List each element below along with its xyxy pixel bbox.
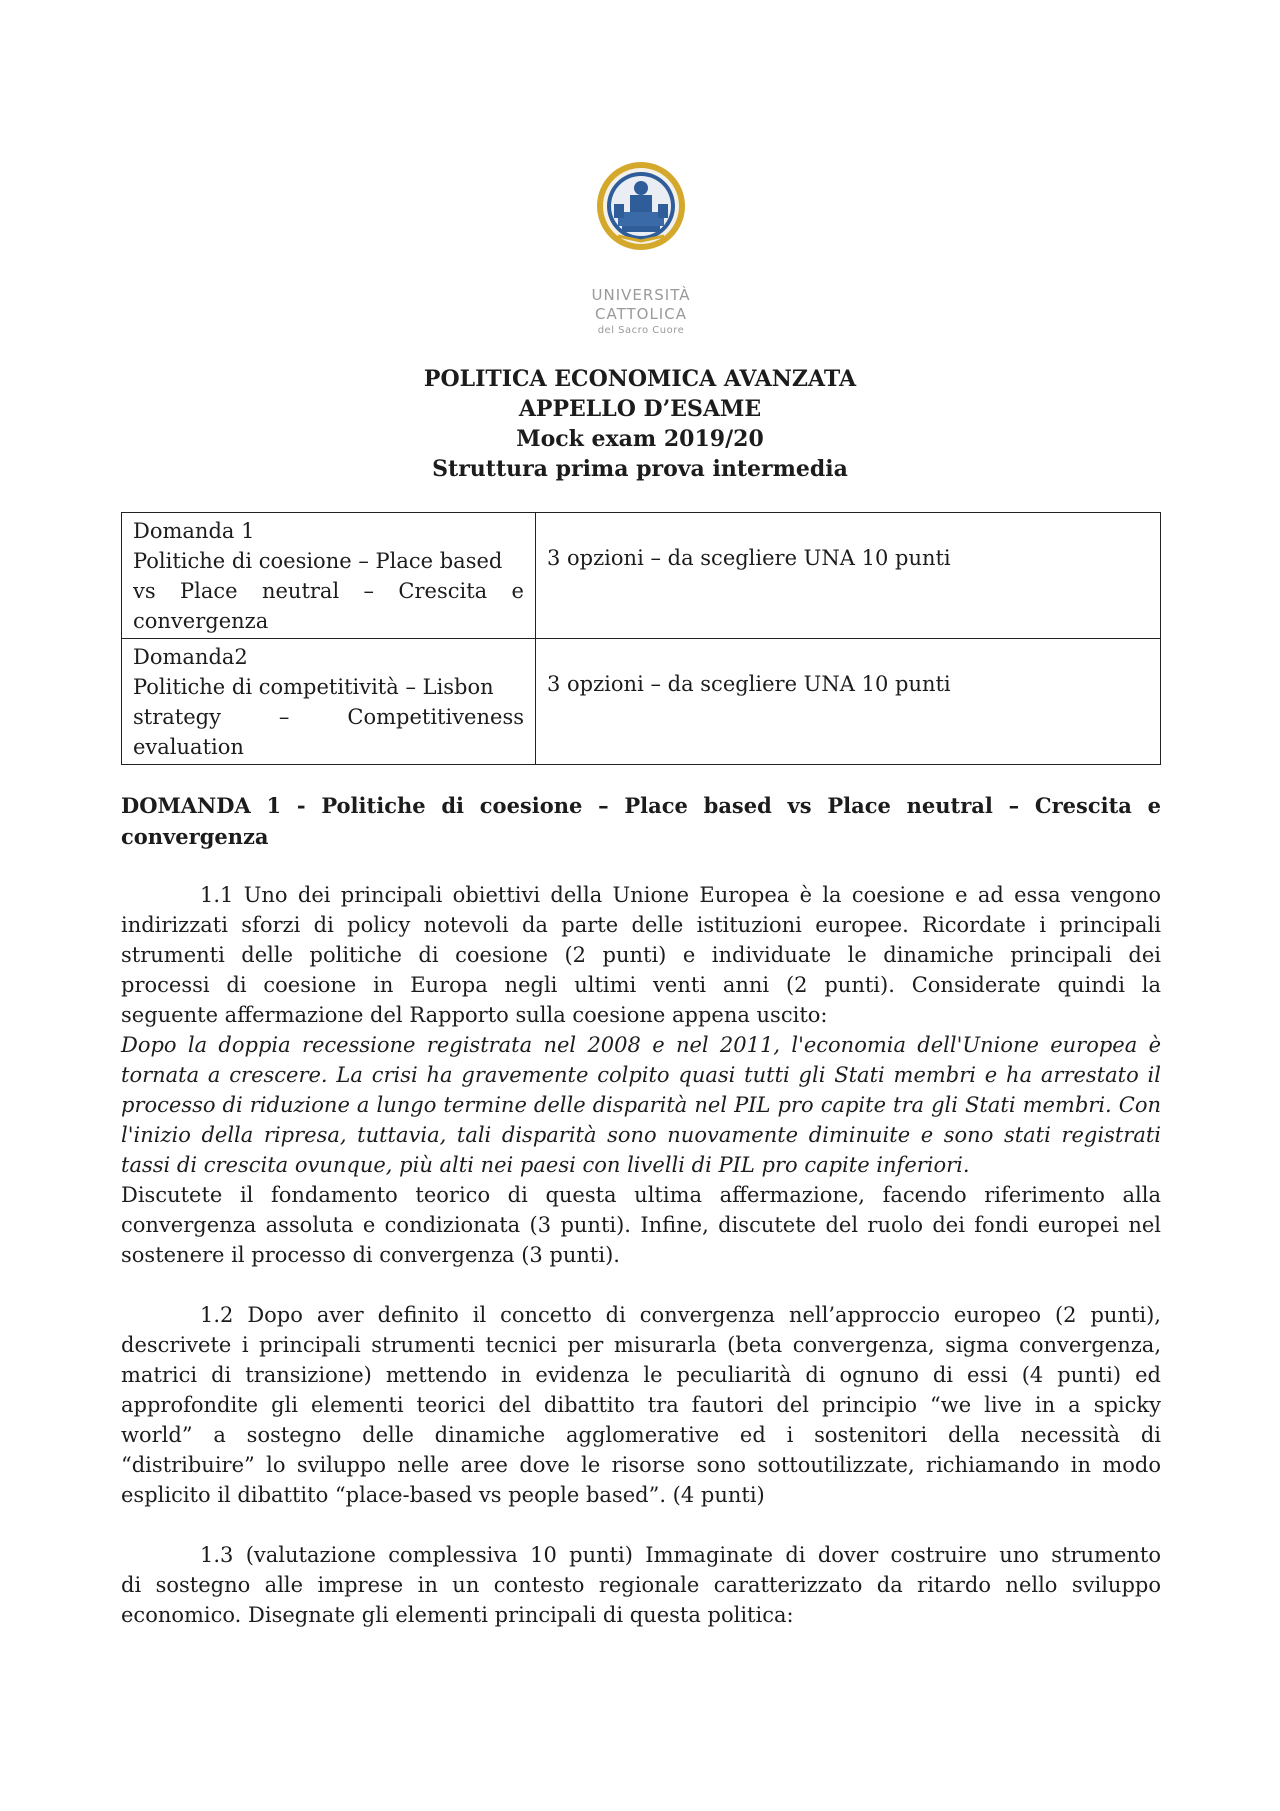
paragraph-line: indirizzati sforzi di policy notevoli da parte delle istituzioni europee. Ricordate i principali xyxy=(121,913,1161,937)
course-title: POLITICA ECONOMICA AVANZATA xyxy=(423,366,857,392)
quote-line: l'inizio della ripresa, tuttavia, tali disparità sono nuovamente diminuite e sono stati registrati xyxy=(121,1123,1161,1147)
question-label: Domanda2 xyxy=(133,645,248,669)
paragraph-line: matrici di transizione) mettendo in evidenza le peculiarità di ognuno di essi (4 punti) ed xyxy=(121,1363,1161,1387)
question1-title xyxy=(121,790,1161,852)
exam-subtitle: Struttura prima prova intermedia xyxy=(432,456,848,482)
paragraph-line: esplicito il dibattito “place-based vs people based”. (4 punti) xyxy=(121,1483,765,1507)
paragraph-line: strumenti delle politiche di coesione (2 punti) e individuate le dinamiche principali dei xyxy=(121,943,1161,967)
table-cell-options: 3 opzioni – da scegliere UNA 10 punti xyxy=(536,639,1161,765)
question-topic-line: Politiche di competitività – Lisbon xyxy=(133,675,494,699)
question1-title-line: DOMANDA 1 - Politiche di coesione – Place based vs Place neutral – Crescita e xyxy=(121,793,1161,818)
paragraph-line: world” a sostegno delle dinamiche agglomerative ed i sostenitori della necessità di xyxy=(121,1423,1161,1447)
question-topic-line: convergenza xyxy=(133,609,269,633)
quote-line: tassi di crescita ovunque, più alti nei paesi con livelli di PIL pro capite inferiori. xyxy=(121,1153,970,1177)
quote-line: processo di riduzione a lungo termine delle disparità nel PIL pro capite tra gli Stati membri. Con xyxy=(121,1093,1161,1117)
question-topic-line: Politiche di coesione – Place based xyxy=(133,549,503,573)
logo-text-line1: UNIVERSITÀ xyxy=(591,286,691,304)
table-cell-question xyxy=(122,639,536,765)
paragraph-line: 1.1 Uno dei principali obiettivi della Unione Europea è la coesione e ad essa vengono xyxy=(200,883,1161,907)
exam-title: APPELLO D’ESAME xyxy=(518,396,762,422)
question-topic-line: strategy – Competitiveness xyxy=(133,705,524,729)
question-1-1 xyxy=(121,880,1161,1270)
paragraph-line: di sostegno alle imprese in un contesto regionale caratterizzato da ritardo nello sviluppo xyxy=(121,1573,1161,1597)
table-cell-question xyxy=(122,513,536,639)
question-1-2 xyxy=(121,1300,1161,1510)
paragraph-line: economico. Disegnate gli elementi principali di questa politica: xyxy=(121,1603,794,1627)
exam-year: Mock exam 2019/20 xyxy=(516,426,764,452)
quote-line: tornata a crescere. La crisi ha gravemente colpito quasi tutti gli Stati membri e ha arrestato il xyxy=(121,1063,1161,1087)
paragraph-line: seguente affermazione del Rapporto sulla coesione appena uscito: xyxy=(121,1003,828,1027)
logo-text-line2: CATTOLICA xyxy=(595,305,687,323)
question-label: Domanda 1 xyxy=(133,519,255,543)
university-seal-icon xyxy=(578,148,704,278)
question-topic-line: evaluation xyxy=(133,735,244,759)
paragraph-line: convergenza assoluta e condizionata (3 punti). Infine, discutete del ruolo dei fondi europei nel xyxy=(121,1213,1161,1237)
question1-title-line: convergenza xyxy=(121,824,269,849)
paragraph-line: processi di coesione in Europa negli ultimi venti anni (2 punti). Considerate quindi la xyxy=(121,973,1161,997)
question-1-3 xyxy=(121,1540,1161,1630)
paragraph-line: descrivete i principali strumenti tecnici per misurarla (beta convergenza, sigma convergenza, xyxy=(121,1333,1161,1357)
paragraph-line: 1.2 Dopo aver definito il concetto di convergenza nell’approccio europeo (2 punti), xyxy=(200,1303,1161,1327)
paragraph-line: “distribuire” lo sviluppo nelle aree dove le risorse sono sottoutilizzate, richiamando in modo xyxy=(121,1453,1161,1477)
university-logo xyxy=(578,148,704,348)
paragraph-line: Discutete il fondamento teorico di questa ultima affermazione, facendo riferimento alla xyxy=(121,1183,1161,1207)
paragraph-line: sostenere il processo di convergenza (3 punti). xyxy=(121,1243,620,1267)
table-row xyxy=(122,513,1161,639)
logo-text-line3: del Sacro Cuore xyxy=(597,325,685,336)
table-row xyxy=(122,639,1161,765)
paragraph-line: 1.3 (valutazione complessiva 10 punti) Immaginate di dover costruire uno strumento xyxy=(200,1543,1161,1567)
quote-line: Dopo la doppia recessione registrata nel 2008 e nel 2011, l'economia dell'Unione europea è xyxy=(121,1033,1161,1057)
exam-structure-table xyxy=(121,512,1161,765)
paragraph-line: approfondite gli elementi teorici del dibattito tra fautori del principio “we live in a spicky xyxy=(121,1393,1161,1417)
table-cell-options: 3 opzioni – da scegliere UNA 10 punti xyxy=(536,513,1161,639)
question-topic-line: vs Place neutral – Crescita e xyxy=(133,579,524,603)
